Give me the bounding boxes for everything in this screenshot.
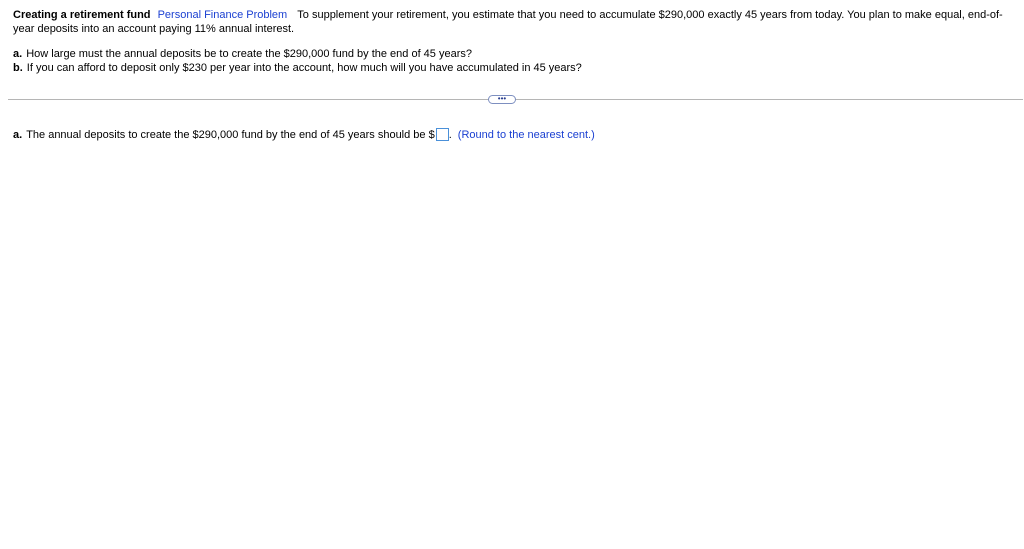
question-parts [13,48,582,75]
question-part-a [13,48,582,62]
part-text: If you can afford to deposit only $230 per year into the account, how much will you have accumulated in 45 years? [26,61,582,74]
question-part-b [13,62,582,76]
part-letter: b. [13,61,23,74]
answer-row [13,128,595,142]
rounding-hint: (Round to the nearest cent.) [457,129,595,141]
part-letter: a. [13,48,23,60]
problem-category-link[interactable]: Personal Finance Problem [157,9,288,21]
problem-title: Creating a retirement fund [13,9,151,21]
answer-text: The annual deposits to create the $290,000 fund by the end of 45 years should be $ [26,129,435,141]
problem-intro: To supplement your retirement, you estimate that you need to accumulate $290,000 exactly 45 years from today. You plan to make equal, end-of-year deposits into an account paying 11% annual interest. [13,9,1003,35]
answer-input[interactable] [436,128,449,141]
answer-period: . [448,129,452,141]
answer-letter: a. [13,129,23,141]
problem-statement [13,8,1013,36]
expand-more-button[interactable]: ••• [488,95,516,104]
part-text: How large must the annual deposits be to create the $290,000 fund by the end of 45 years? [26,48,472,60]
